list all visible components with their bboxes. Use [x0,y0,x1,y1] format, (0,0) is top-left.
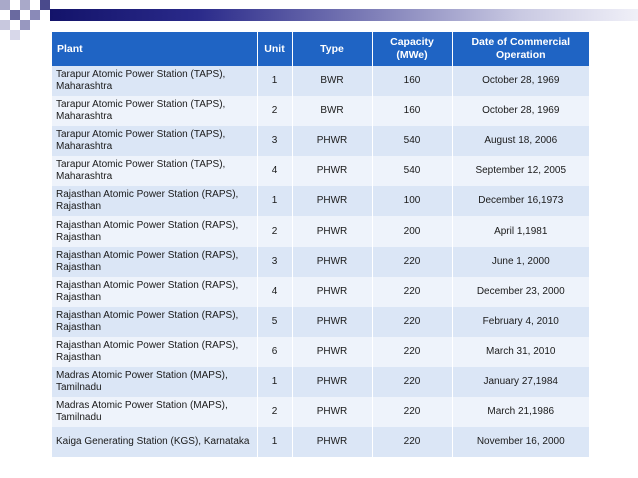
table-row [52,367,589,397]
cell-date: March 21,1986 [452,397,589,427]
cell-unit: 1 [257,427,292,457]
cell-type: PHWR [292,337,372,367]
table-row [52,186,589,216]
cell-plant: Madras Atomic Power Station (MAPS), Tamilnadu [52,367,257,397]
cell-plant: Tarapur Atomic Power Station (TAPS), Maharashtra [52,126,257,156]
header-plant: Plant [52,32,257,66]
header-unit: Unit [257,32,292,66]
cell-date: September 12, 2005 [452,156,589,186]
cell-plant: Tarapur Atomic Power Station (TAPS), Maharashtra [52,156,257,186]
cell-capacity: 540 [372,126,452,156]
cell-plant: Rajasthan Atomic Power Station (RAPS), Rajasthan [52,247,257,277]
cell-capacity: 160 [372,96,452,126]
header-capacity-line2: (MWe) [396,49,428,61]
cell-type: PHWR [292,427,372,457]
cell-unit: 3 [257,126,292,156]
decor-square [40,0,50,10]
cell-unit: 1 [257,186,292,216]
table-row [52,247,589,277]
table-row [52,156,589,186]
cell-capacity: 220 [372,397,452,427]
power-plants-table-container [52,32,589,457]
cell-plant: Rajasthan Atomic Power Station (RAPS), Rajasthan [52,186,257,216]
table-row [52,216,589,246]
decor-square [30,10,40,20]
cell-unit: 2 [257,397,292,427]
cell-type: PHWR [292,216,372,246]
cell-capacity: 220 [372,277,452,307]
cell-type: PHWR [292,156,372,186]
title-bar [50,9,638,21]
cell-plant: Tarapur Atomic Power Station (TAPS), Maharashtra [52,96,257,126]
cell-capacity: 220 [372,367,452,397]
cell-unit: 2 [257,216,292,246]
power-plants-table [52,32,589,457]
cell-type: PHWR [292,307,372,337]
decor-square [20,0,30,10]
cell-capacity: 200 [372,216,452,246]
cell-date: August 18, 2006 [452,126,589,156]
cell-plant: Madras Atomic Power Station (MAPS), Tamilnadu [52,397,257,427]
cell-unit: 6 [257,337,292,367]
cell-capacity: 100 [372,186,452,216]
table-header-row [52,32,589,66]
cell-date: March 31, 2010 [452,337,589,367]
cell-unit: 1 [257,367,292,397]
decor-square [0,20,10,30]
header-type: Type [292,32,372,66]
cell-capacity: 220 [372,307,452,337]
cell-type: PHWR [292,397,372,427]
decor-square [10,30,20,40]
header-date-line2: Operation [495,49,546,61]
cell-unit: 4 [257,277,292,307]
cell-unit: 3 [257,247,292,277]
cell-date: October 28, 1969 [452,96,589,126]
cell-date: June 1, 2000 [452,247,589,277]
header-capacity-line1: Capacity [390,36,434,48]
cell-date: February 4, 2010 [452,307,589,337]
table-row [52,337,589,367]
cell-plant: Rajasthan Atomic Power Station (RAPS), Rajasthan [52,307,257,337]
table-row [52,126,589,156]
table-row [52,307,589,337]
table-row [52,66,589,96]
cell-date: April 1,1981 [452,216,589,246]
cell-capacity: 220 [372,247,452,277]
cell-unit: 5 [257,307,292,337]
header-date-line1: Date of Commercial [471,36,571,48]
cell-unit: 1 [257,66,292,96]
cell-capacity: 540 [372,156,452,186]
cell-type: PHWR [292,247,372,277]
cell-type: PHWR [292,126,372,156]
cell-type: BWR [292,66,372,96]
table-row [52,397,589,427]
cell-date: October 28, 1969 [452,66,589,96]
cell-type: BWR [292,96,372,126]
cell-plant: Rajasthan Atomic Power Station (RAPS), Rajasthan [52,216,257,246]
cell-plant: Tarapur Atomic Power Station (TAPS), Maharashtra [52,66,257,96]
cell-type: PHWR [292,277,372,307]
decor-square [0,0,10,10]
cell-unit: 4 [257,156,292,186]
cell-date: December 16,1973 [452,186,589,216]
cell-capacity: 160 [372,66,452,96]
cell-plant: Rajasthan Atomic Power Station (RAPS), Rajasthan [52,277,257,307]
cell-date: January 27,1984 [452,367,589,397]
cell-capacity: 220 [372,427,452,457]
cell-plant: Rajasthan Atomic Power Station (RAPS), Rajasthan [52,337,257,367]
cell-capacity: 220 [372,337,452,367]
table-row [52,427,589,457]
decor-square [20,20,30,30]
cell-type: PHWR [292,367,372,397]
header-date [452,32,589,66]
table-row [52,277,589,307]
cell-unit: 2 [257,96,292,126]
cell-type: PHWR [292,186,372,216]
table-row [52,96,589,126]
cell-date: December 23, 2000 [452,277,589,307]
cell-date: November 16, 2000 [452,427,589,457]
cell-plant: Kaiga Generating Station (KGS), Karnataka [52,427,257,457]
decor-square [10,10,20,20]
header-capacity [372,32,452,66]
